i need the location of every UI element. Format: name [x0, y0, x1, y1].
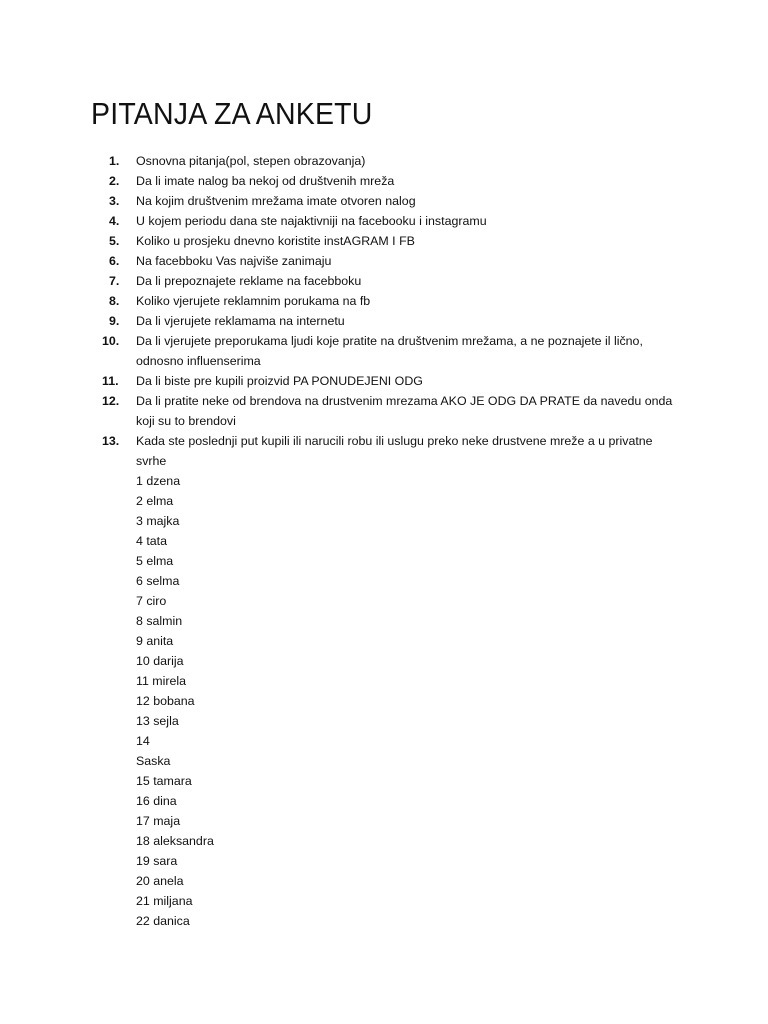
page-title: PITANJA ZA ANKETU — [91, 96, 373, 131]
question-text: Na facebboku Vas najviše zanimaju — [136, 254, 332, 268]
question-number: 4. — [109, 214, 120, 228]
question-item — [0, 211, 676, 231]
question-number: 7. — [109, 274, 120, 288]
question-item — [0, 331, 676, 371]
question-text: Na kojim društvenim mrežama imate otvoren nalog — [136, 194, 416, 208]
respondent-item: 20 anela — [136, 874, 184, 888]
question-text: Da li pratite neke od brendova na drustvenim mrezama AKO JE ODG DA PRATE da navedu onda koji su to brendovi — [136, 394, 673, 428]
question-number: 2. — [109, 174, 120, 188]
respondent-item: Saska — [136, 754, 171, 768]
question-number: 5. — [109, 234, 120, 248]
question-item — [0, 271, 676, 291]
question-item — [0, 171, 676, 191]
question-number: 12. — [102, 394, 120, 408]
question-item — [0, 391, 676, 431]
respondent-item: 14 — [136, 734, 150, 748]
respondent-item: 17 maja — [136, 814, 181, 828]
question-number: 1. — [109, 154, 120, 168]
question-text: Koliko vjerujete reklamnim porukama na fb — [136, 294, 371, 308]
respondent-item: 2 elma — [136, 494, 174, 508]
respondent-item: 7 ciro — [136, 594, 167, 608]
respondent-item: 3 majka — [136, 514, 180, 528]
question-number: 8. — [109, 294, 120, 308]
question-text: Da li biste pre kupili proizvid PA PONUDEJENI ODG — [136, 374, 423, 388]
respondent-item: 18 aleksandra — [136, 834, 214, 848]
question-text: Osnovna pitanja(pol, stepen obrazovanja) — [136, 154, 366, 168]
question-number: 13. — [102, 434, 120, 448]
question-item — [0, 311, 676, 331]
respondent-item: 22 danica — [136, 914, 190, 928]
question-text: Da li prepoznajete reklame na facebboku — [136, 274, 362, 288]
question-text: Koliko u prosjeku dnevno koristite instAGRAM I FB — [136, 234, 415, 248]
question-text: Da li imate nalog ba nekoj od društvenih mreža — [136, 174, 395, 188]
question-list — [0, 151, 768, 931]
respondent-item: 9 anita — [136, 634, 174, 648]
question-number: 11. — [102, 374, 119, 388]
question-number: 6. — [109, 254, 120, 268]
question-number: 9. — [109, 314, 120, 328]
question-text: U kojem periodu dana ste najaktivniji na facebooku i instagramu — [136, 214, 487, 228]
question-item — [0, 251, 676, 271]
question-text: Da li vjerujete preporukama ljudi koje pratite na društvenim mrežama, a ne poznajete il lično, odnosno influenserima — [136, 334, 643, 368]
respondent-item: 10 darija — [136, 654, 184, 668]
respondent-item: 15 tamara — [136, 774, 192, 788]
question-item — [0, 231, 676, 251]
respondent-item: 4 tata — [136, 534, 168, 548]
respondent-item: 6 selma — [136, 574, 180, 588]
question-item — [0, 371, 676, 391]
respondent-item: 11 mirela — [136, 674, 187, 688]
respondent-item: 5 elma — [136, 554, 174, 568]
respondent-list — [136, 471, 676, 931]
question-number: 3. — [109, 194, 120, 208]
question-item — [0, 291, 676, 311]
question-item — [0, 431, 676, 931]
respondent-item: 1 dzena — [136, 474, 181, 488]
respondent-item: 19 sara — [136, 854, 178, 868]
respondent-item: 21 miljana — [136, 894, 193, 908]
question-number: 10. — [102, 334, 120, 348]
respondent-item: 13 sejla — [136, 714, 179, 728]
question-item — [0, 191, 676, 211]
respondent-item: 12 bobana — [136, 694, 195, 708]
respondent-item: 8 salmin — [136, 614, 183, 628]
question-item — [0, 151, 676, 171]
respondent-item: 16 dina — [136, 794, 177, 808]
question-text: Kada ste poslednji put kupili ili narucili robu ili uslugu preko neke drustvene mreže a u privatne svrhe — [136, 434, 653, 468]
question-text: Da li vjerujete reklamama na internetu — [136, 314, 345, 328]
